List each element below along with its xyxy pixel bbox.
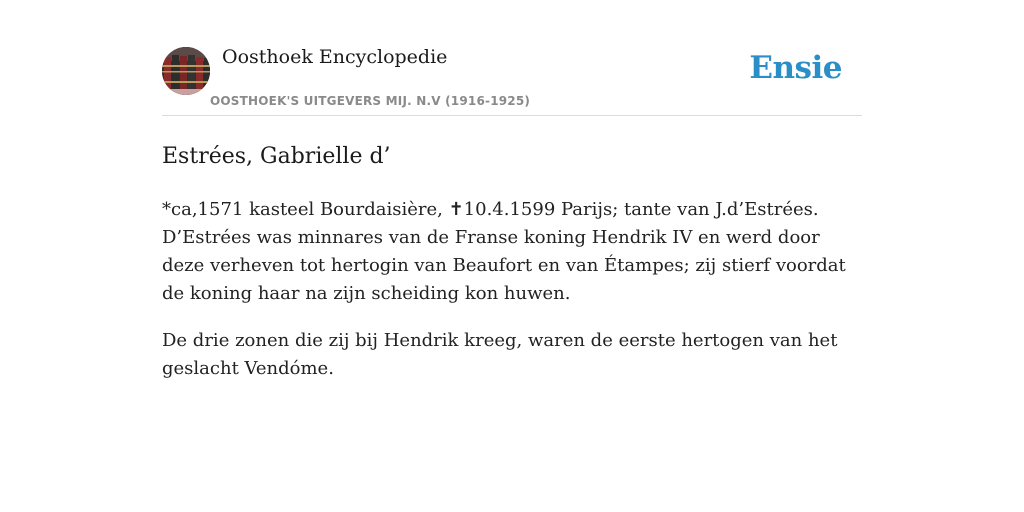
article-paragraph: De drie zonen die zij bij Hendrik kreeg, waren de eerste hertogen van het geslacht Vendóme. (162, 330, 838, 379)
article-paragraph: *ca,1571 kasteel Bourdaisière, ✝10.4.1599 Parijs; tante van J.d’Estrées. D’Estrées was minnares van de Franse koning Hendrik IV en werd door deze verheven tot hertogin van Beaufort en van Étampes; zij stierf voordat de koning haar na zijn scheiding kon huwen. (162, 199, 846, 304)
avatar[interactable] (162, 47, 210, 95)
article-title: Estrées, Gabrielle d’ (162, 144, 391, 169)
brand-logo[interactable]: Ensie (749, 50, 842, 86)
publisher-label[interactable]: OOSTHOEK'S UITGEVERS MIJ. N.V (1916-1925) (210, 94, 531, 108)
page-container (162, 45, 862, 383)
header (162, 45, 862, 116)
book-spines-icon (162, 47, 210, 95)
site-name[interactable]: Oosthoek Encyclopedie (222, 46, 448, 68)
